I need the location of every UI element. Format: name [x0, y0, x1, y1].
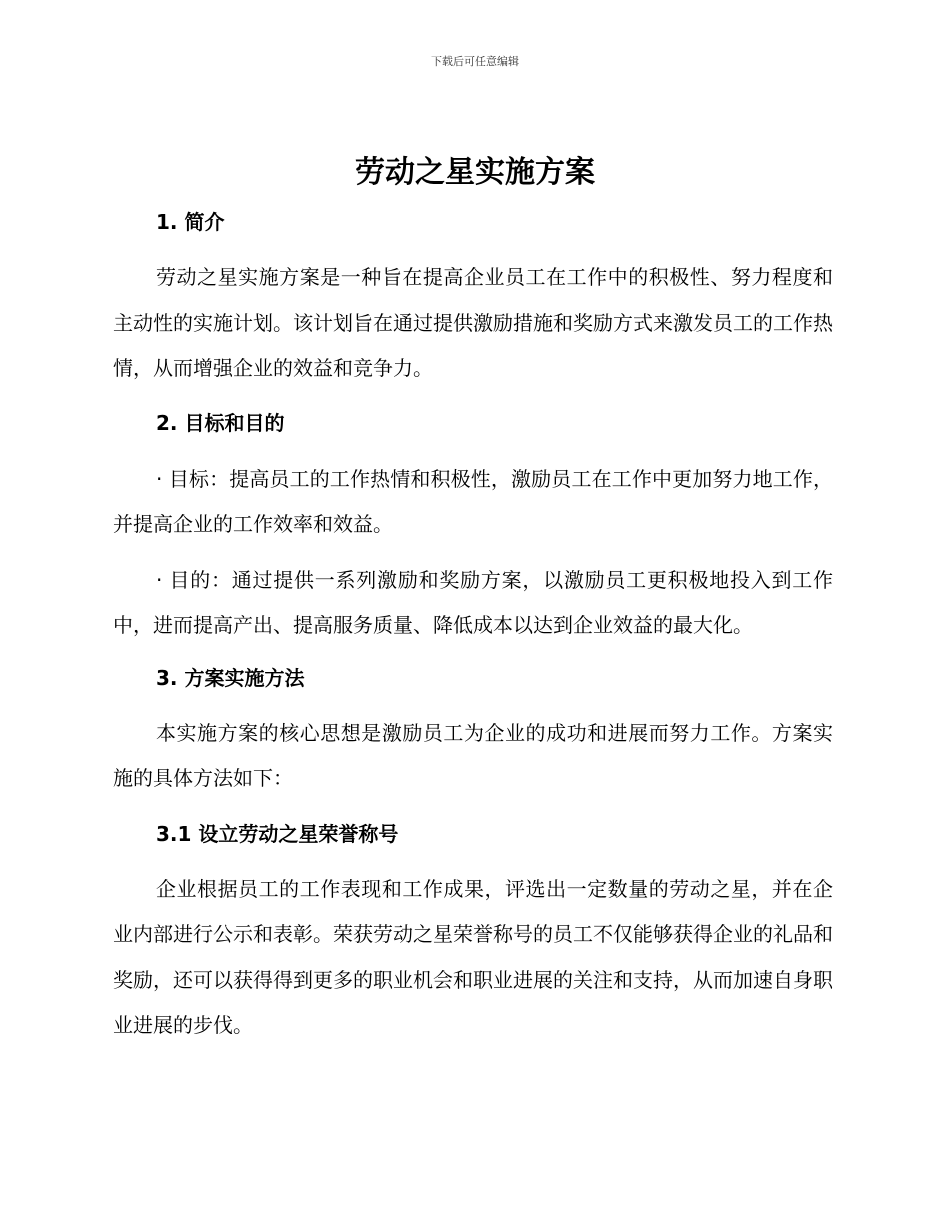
page-header-note: 下载后可任意编辑 — [431, 55, 519, 68]
document-body — [113, 200, 833, 1049]
section-heading-intro: 1. 简介 — [156, 210, 225, 234]
section-heading-method: 3. 方案实施方法 — [156, 665, 305, 690]
paragraph-intro: 劳动之星实施方案是一种旨在提高企业员工在工作中的积极性、努力程度和主动性的实施计划。该计划旨在通过提供激励措施和奖励方式来激发员工的工作热情，从而增强企业的效益和竞争力。 — [113, 265, 833, 380]
section-heading-goals: 2. 目标和目的 — [156, 410, 285, 435]
paragraph-purpose: · 目的：通过提供一系列激励和奖励方案，以激励员工更积极地投入到工作中，进而提高产出、提高服务质量、降低成本以达到企业效益的最大化。 — [113, 567, 833, 637]
subsection-heading-star-title: 3.1 设立劳动之星荣誉称号 — [156, 821, 399, 846]
paragraph-method: 本实施方案的核心思想是激励员工为企业的成功和进展而努力工作。方案实施的具体方法如下： — [113, 720, 833, 790]
document-title: 劳动之星实施方案 — [355, 155, 595, 190]
paragraph-star-title: 企业根据员工的工作表现和工作成果，评选出一定数量的劳动之星，并在企业内部进行公示和表彰。荣获劳动之星荣誉称号的员工不仅能够获得企业的礼品和奖励，还可以获得得到更多的职业机会和职业进展的关注和支持，从而加速自身职业进展的步伐。 — [113, 876, 833, 1037]
paragraph-goal: · 目标：提高员工的工作热情和积极性，激励员工在工作中更加努力地工作，并提高企业的工作效率和效益。 — [113, 466, 833, 536]
